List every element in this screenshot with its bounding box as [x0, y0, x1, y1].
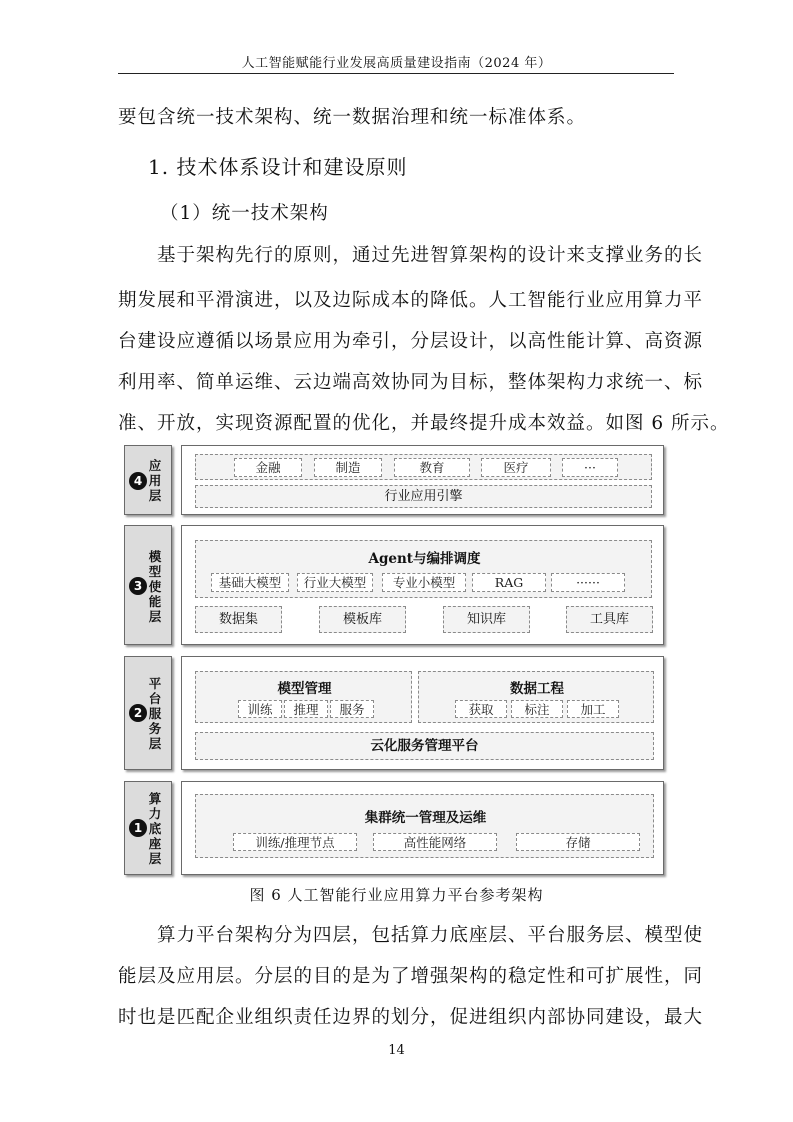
chip-inference: 推理	[284, 700, 328, 718]
lib-tools: 工具库	[566, 606, 653, 633]
model-management-box	[195, 671, 412, 723]
layer-number-1: 1	[129, 819, 147, 837]
chip-finance: 金融	[234, 458, 302, 477]
running-header: 人工智能赋能行业发展高质量建设指南（2024 年）	[241, 56, 552, 71]
chip-annotate: 标注	[511, 700, 563, 718]
cluster-management-title: 集群统一管理及运维	[364, 810, 487, 826]
chip-process: 加工	[567, 700, 619, 718]
layer-compute-base	[181, 781, 664, 875]
data-engineering-title: 数据工程	[510, 681, 564, 697]
para2-line: 时也是匹配企业组织责任边界的划分，促进组织内部协同建设，最大	[118, 1007, 704, 1028]
data-engineering-box	[418, 671, 654, 723]
layer-number-4: 4	[129, 472, 147, 490]
layer-platform-services	[181, 656, 664, 770]
para2-line: 算力平台架构分为四层，包括算力底座层、平台服务层、模型使	[157, 925, 704, 946]
cloud-service-platform: 云化服务管理平台	[195, 732, 654, 760]
chip-education: 教育	[394, 458, 470, 477]
chip-more: ···	[562, 458, 618, 477]
section-title: 1. 技术体系设计和建设原则	[148, 155, 408, 179]
lib-knowledge: 知识库	[443, 606, 530, 633]
layer-label-application	[124, 445, 172, 515]
para1-line: 利用率、简单运维、云边端高效协同为目标，整体架构力求统一、标	[118, 372, 704, 393]
layer-name: 模型使能层	[148, 549, 162, 624]
chip-foundation-model: 基础大模型	[211, 573, 289, 592]
layer-number-2: 2	[129, 704, 147, 722]
industry-app-engine: 行业应用引擎	[195, 485, 652, 508]
figure-caption: 图 6 人工智能行业应用算力平台参考架构	[249, 886, 544, 904]
industry-row	[195, 454, 652, 480]
para2-line: 能层及应用层。分层的目的是为了增强架构的稳定性和可扩展性，同	[118, 966, 704, 987]
chip-storage: 存储	[516, 833, 640, 851]
chip-industry-model: 行业大模型	[297, 573, 373, 592]
chip-acquire: 获取	[455, 700, 507, 718]
page-number: 14	[388, 1043, 405, 1058]
layer-name: 应用层	[148, 458, 162, 503]
para1-line: 准、开放，实现资源配置的优化，并最终提升成本效益。如图 6 所示。	[118, 413, 730, 434]
chip-serving: 服务	[330, 700, 374, 718]
layer-name: 平台服务层	[148, 676, 162, 751]
layer-name: 算力底座层	[148, 791, 162, 866]
layer-label-platform-services	[124, 656, 172, 770]
cluster-management-box	[195, 794, 654, 858]
layer-number-3: 3	[129, 577, 147, 595]
chip-rag: RAG	[472, 573, 546, 592]
chip-training: 训练	[238, 700, 282, 718]
intro-line: 要包含统一技术架构、统一数据治理和统一标准体系。	[118, 107, 587, 128]
para1-line: 期发展和平滑演进，以及边际成本的降低。人工智能行业应用算力平	[118, 290, 704, 311]
lib-dataset: 数据集	[195, 606, 282, 633]
chip-compute-nodes: 训练/推理节点	[233, 833, 357, 851]
agent-orchestration-box	[195, 540, 652, 598]
header-rule	[118, 73, 674, 74]
chip-manufacturing: 制造	[314, 458, 382, 477]
para1-line: 台建设应遵循以场景应用为牵引，分层设计，以高性能计算、高资源	[118, 331, 704, 352]
agent-title: Agent与编排调度	[368, 551, 481, 567]
layer-label-compute-base	[124, 781, 172, 875]
chip-specialized-model: 专业小模型	[382, 573, 466, 592]
chip-healthcare: 医疗	[481, 458, 551, 477]
layer-application	[181, 445, 664, 515]
chip-hpc-network: 高性能网络	[373, 833, 497, 851]
layer-model-enablement	[181, 525, 664, 645]
lib-template: 模板库	[319, 606, 406, 633]
model-management-title: 模型管理	[277, 681, 332, 697]
subsection-title: （1）统一技术架构	[160, 203, 329, 224]
chip-more: ······	[551, 573, 625, 592]
para1-line: 基于架构先行的原则，通过先进智算架构的设计来支撑业务的长	[157, 245, 704, 266]
layer-label-model-enablement	[124, 525, 172, 645]
